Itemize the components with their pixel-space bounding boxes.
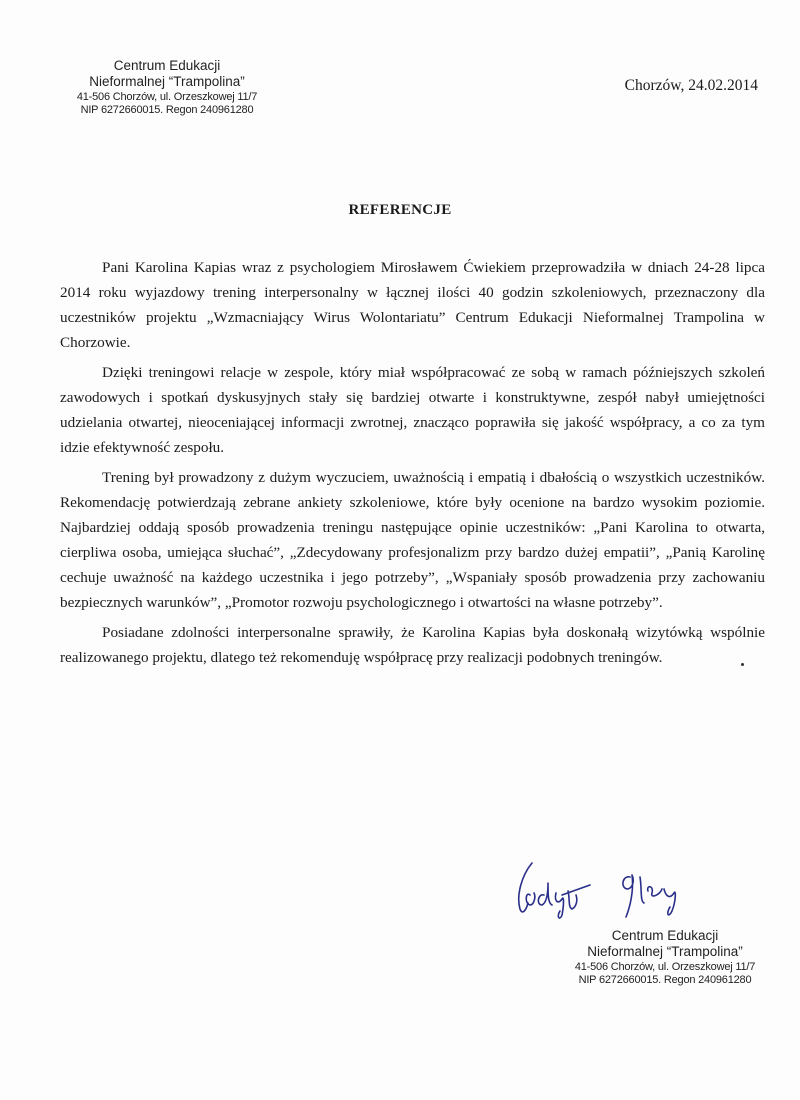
stamp-org-name: Centrum Edukacji <box>611 928 719 943</box>
stamp-address: 41-506 Chorzów, ul. Orzeszkowej 11/7 <box>76 90 258 103</box>
stamp-org-name-2: Nieformalnej “Trampolina” <box>89 74 245 90</box>
paragraph: Trening był prowadzony z dużym wyczuciem, uważnością i empatią i dbałością o wszystkich uczestników. Rekomendację potwierdzają zebrane ankiety szkoleniowe, które były ocenione na bardzo wysokim poziomie. Najbardziej oddają sposób prowadzenia treningu następujące opinie uczestników: „Pani Karolina to otwarta, cierpliwa osoba, umiejąca słuchać”, „Zdecydowany profesjonalizm przy bardzo dużej empatii”, „Panią Karolinę cechuje uważność na każdego uczestnika i jego potrzeby”, „Wspaniały sposób prowadzenia przy zachowaniu bezpiecznych warunków”, „Promotor rozwoju psychologicznego i otwartości na własne potrzeby”. <box>60 469 765 611</box>
organization-stamp-header <box>62 58 272 118</box>
paragraph: Pani Karolina Kapias wraz z psychologiem Mirosławem Ćwiekiem przeprowadziła w dniach 24-28 lipca 2014 roku wyjazdowy trening interpersonalny w łącznej ilości 40 godzin szkoleniowych, przeznaczony dla uczestników projektu „Wzmacniający Wirus Wolontariatu” Centrum Edukacji Nieformalnej Trampolina w Chorzowie. <box>60 259 765 351</box>
stamp-tax-ids: NIP 6272660015. Regon 240961280 <box>80 104 254 117</box>
letter-body <box>60 255 765 675</box>
stamp-address: 41-506 Chorzów, ul. Orzeszkowej 11/7 <box>574 960 756 973</box>
place-and-date: Chorzów, 24.02.2014 <box>624 77 758 94</box>
paragraph: Dzięki treningowi relacje w zespole, który miał współpracować ze sobą w ramach późniejszych szkoleń zawodowych i spotkań dyskusyjnych stały się bardziej otwarte i konstruktywne, zespół nabył umiejętności udzielania otwartej, nieoceniającej informacji zwrotnej, znacząco poprawiła się jakość współpracy, a co za tym idzie efektywność zespołu. <box>60 364 765 456</box>
paragraph: Posiadane zdolności interpersonalne sprawiły, że Karolina Kapias była doskonałą wizytówką wspólnie realizowanego projektu, dlatego też rekomenduję współpracę przy realizacji podobnych treningów. <box>60 624 765 666</box>
stamp-org-name-2: Nieformalnej “Trampolina” <box>587 944 743 960</box>
document-title: REFERENCJE <box>348 202 452 218</box>
scan-speck <box>741 663 744 666</box>
stamp-org-name: Centrum Edukacji <box>113 58 221 73</box>
handwritten-signature <box>510 855 710 925</box>
stamp-tax-ids: NIP 6272660015. Regon 240961280 <box>578 974 752 987</box>
organization-stamp-footer <box>560 928 770 988</box>
